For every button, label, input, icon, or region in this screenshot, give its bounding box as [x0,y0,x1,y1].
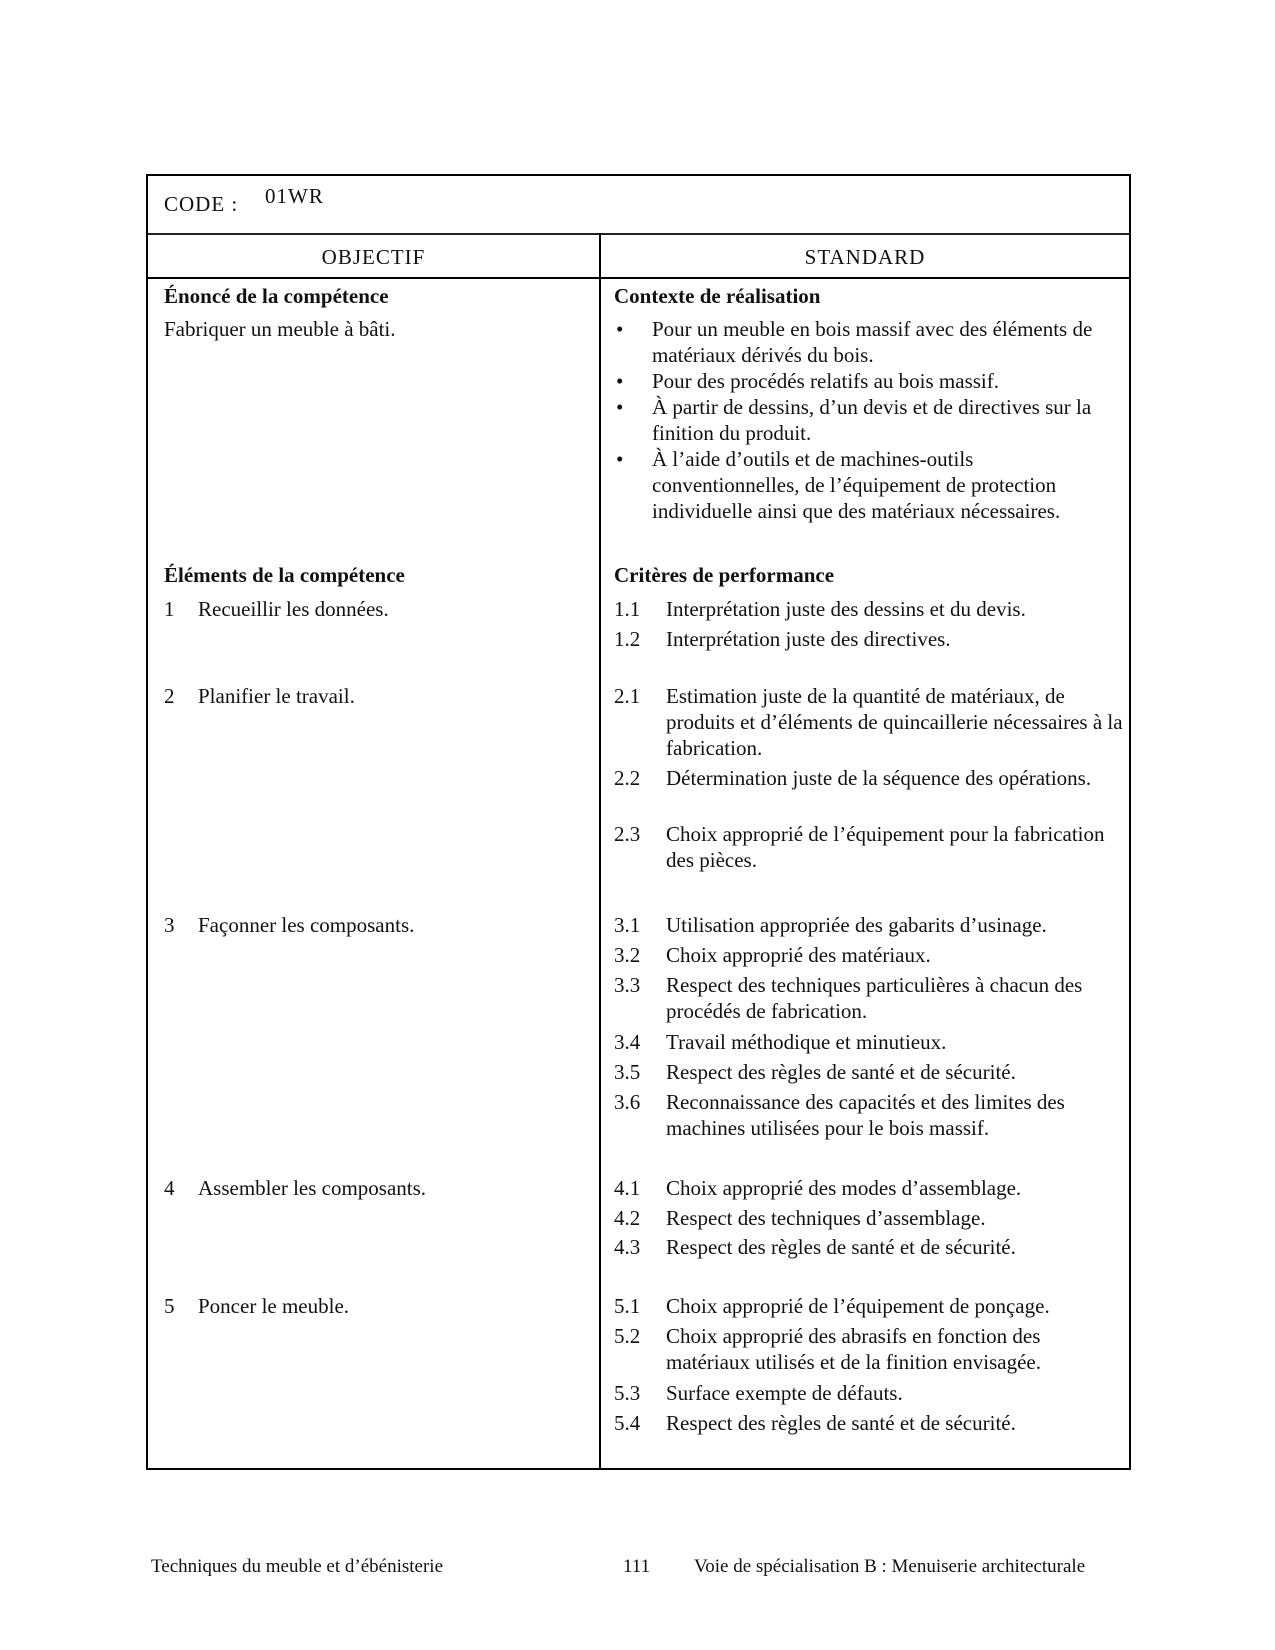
element-number: 5 [164,1294,175,1318]
criteres-title: Critères de performance [614,563,835,587]
code-label: CODE : [164,192,239,216]
element-text: Planifier le travail. [198,684,355,708]
footer-specialization: Voie de spécialisation B : Menuiserie architecturale [694,1556,1086,1577]
contexte-bullet: • À l’aide d’outils et de machines-outils conventionnelles, de l’équipement de protection individuelle ainsi que des matériaux nécessaires. [616,447,1061,523]
element-number: 4 [164,1176,175,1200]
bullet-icon: • [616,447,624,471]
bullet-icon: • [616,317,624,341]
code-row [148,176,1129,235]
enonce-title: Énoncé de la compétence [164,284,389,308]
element-text: Assembler les composants. [198,1176,427,1200]
contexte-bullet: • Pour des procédés relatifs au bois massif. [616,369,1000,393]
contexte-list [614,316,1114,524]
element-text: Façonner les composants. [198,913,415,937]
footer-page-number: 111 [623,1556,651,1577]
elements-title: Éléments de la compétence [164,563,405,587]
contexte-bullet: • À partir de dessins, d’un devis et de directives sur la finition du produit. [616,395,1092,445]
bullet-icon: • [616,395,624,419]
enonce-text: Fabriquer un meuble à bâti. [164,317,396,341]
column-divider [599,233,601,1468]
element-text: Recueillir les données. [198,597,389,621]
contexte-bullet: • Pour un meuble en bois massif avec des éléments de matériaux dérivés du bois. [616,317,1093,367]
bullet-icon: • [616,369,624,393]
footer-program: Techniques du meuble et d’ébénisterie [151,1556,444,1577]
contexte-title: Contexte de réalisation [614,284,821,308]
element-number: 3 [164,913,175,937]
element-number: 2 [164,684,175,708]
objectif-header: OBJECTIF [321,245,426,269]
competency-table: CODE : 01WR OBJECTIF STANDARD Énoncé de la compétence Fabriquer un meuble à bâti. Éléments de la compétence 1 Recueillir les données. 2 Planifier le travail. 3 Façonner les composants. 4 Assembler les composants. 5 Poncer le meuble. Contexte de réalisation • Pour un meuble en bois massif avec des éléments de matériaux dérivés du bois. • Pour des procédés relatifs au bois massif. • À partir de dessins, d’un devis et de directives sur la finition du produit. • À l’aide d’outils et de machines-outils conventionnelles, de l’équipement de protection individuelle ainsi que des matériaux nécessaires. Critères de performance 1.1 Interprétation juste des dessins et du devis. 1.2 Interprétation juste des directives. 2.1 Estimation juste de la quantité de matériaux, de produits et d’éléments de quincaillerie nécessaires à la fabrication. 2.2 Détermination juste de la séquence des opérations. 2.3 Choix approprié de l’équipement pour la fabrication des pièces. 3.1 Utilisation appropriée des gabarits d’usinage. 3.2 Choix approprié des matériaux. 3.3 Respect des techniques particulières à chacun des procédés de fabrication. 3.4 Travail méthodique et minutieux. 3.5 Respect des règles de santé et de sécurité. 3.6 Reconnaissance des capacités et des limites des machines utilisées pour le bois massif. 4.1 Choix approprié des modes d’assemblage. 4.2 Respect des techniques d’assemblage. 4.3 Respect des règles de santé et de sécurité. 5.1 Choix approprié de l’équipement de ponçage. 5.2 Choix approprié des abrasifs en fonction des matériaux utilisés et de la finition envisagée. 5.3 Surface exempte de défauts. 5.4 Respect des règles de santé et de sécurité. [146,174,1131,1470]
header-row [148,233,1129,279]
code-value: 01WR [265,184,324,208]
element-text: Poncer le meuble. [198,1294,350,1318]
element-number: 1 [164,597,175,621]
standard-header: STANDARD [804,245,926,269]
